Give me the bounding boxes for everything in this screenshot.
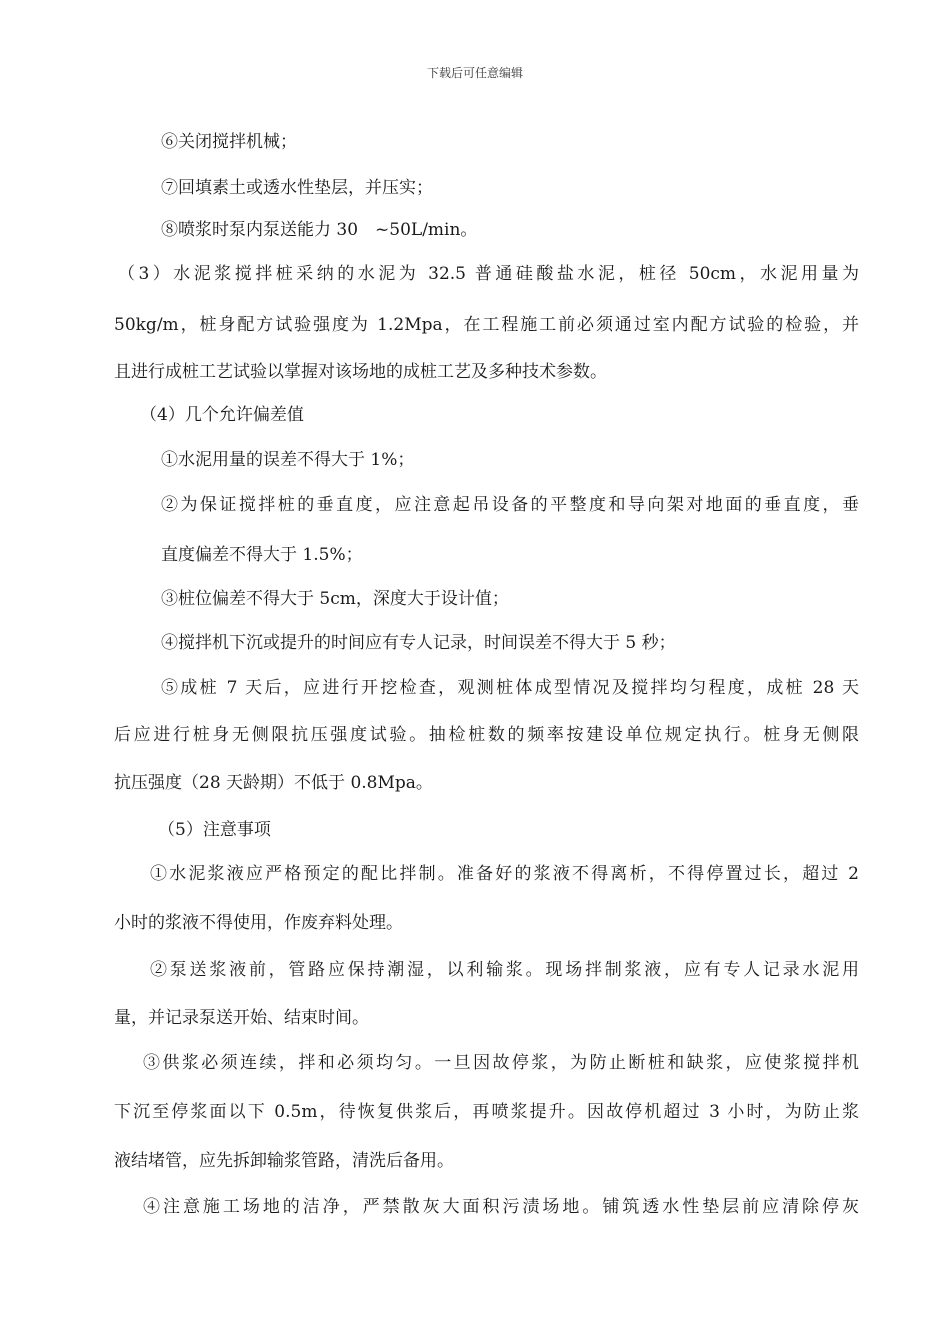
text-line: （5）注意事项 bbox=[158, 820, 271, 840]
text-line: ②为保证搅拌桩的垂直度，应注意起吊设备的平整度和导向架对地面的垂直度，垂 bbox=[161, 495, 859, 515]
text-line: （4）几个允许偏差值 bbox=[140, 405, 304, 425]
text-line: 下沉至停浆面以下 0.5m，待恢复供浆后，再喷浆提升。因故停机超过 3 小时，为防止浆 bbox=[114, 1102, 859, 1122]
text-line: ③供浆必须连续，拌和必须均匀。一旦因故停浆，为防止断桩和缺浆，应使浆搅拌机 bbox=[143, 1053, 859, 1073]
page-header: 下载后可任意编辑 bbox=[426, 66, 523, 80]
text-line: ②泵送浆液前，管路应保持潮湿，以利输浆。现场拌制浆液，应有专人记录水泥用 bbox=[150, 960, 859, 980]
text-line: 抗压强度（28 天龄期）不低于 0.8Mpa。 bbox=[114, 773, 433, 793]
text-line: 且进行成桩工艺试验以掌握对该场地的成桩工艺及多种技术参数。 bbox=[114, 362, 607, 382]
text-line: 量，并记录泵送开始、结束时间。 bbox=[114, 1008, 369, 1028]
text-line: （3）水泥浆搅拌桩采纳的水泥为 32.5 普通硅酸盐水泥，桩径 50cm，水泥用量为 bbox=[118, 264, 859, 284]
text-line: ④注意施工场地的洁净，严禁散灰大面积污渍场地。铺筑透水性垫层前应清除停灰 bbox=[143, 1197, 859, 1217]
text-line: 直度偏差不得大于 1.5%； bbox=[161, 545, 363, 565]
text-line: ⑤成桩 7 天后，应进行开挖检查，观测桩体成型情况及搅拌均匀程度，成桩 28 天 bbox=[161, 678, 859, 698]
text-line: ①水泥用量的误差不得大于 1%； bbox=[161, 450, 415, 470]
text-line: 后应进行桩身无侧限抗压强度试验。抽检桩数的频率按建设单位规定执行。桩身无侧限 bbox=[114, 725, 859, 745]
text-line: 小时的浆液不得使用，作废弃料处理。 bbox=[114, 913, 403, 933]
text-line: 液结堵管，应先拆卸输浆管路，清洗后备用。 bbox=[114, 1151, 454, 1171]
text-line: ③桩位偏差不得大于 5cm，深度大于设计值； bbox=[161, 589, 509, 609]
text-line: ⑦回填素土或透水性垫层，并压实； bbox=[161, 178, 433, 198]
text-line: ⑥关闭搅拌机械； bbox=[161, 132, 297, 152]
text-line: 50kg/m，桩身配方试验强度为 1.2Mpa，在工程施工前必须通过室内配方试验的检验，并 bbox=[114, 315, 859, 335]
text-line: ⑧喷浆时泵内泵送能力 30 ~50L/min。 bbox=[161, 220, 478, 240]
text-line: ④搅拌机下沉或提升的时间应有专人记录，时间误差不得大于 5 秒； bbox=[161, 633, 676, 653]
text-line: ①水泥浆液应严格预定的配比拌制。准备好的浆液不得离析，不得停置过长，超过 2 bbox=[150, 864, 859, 884]
